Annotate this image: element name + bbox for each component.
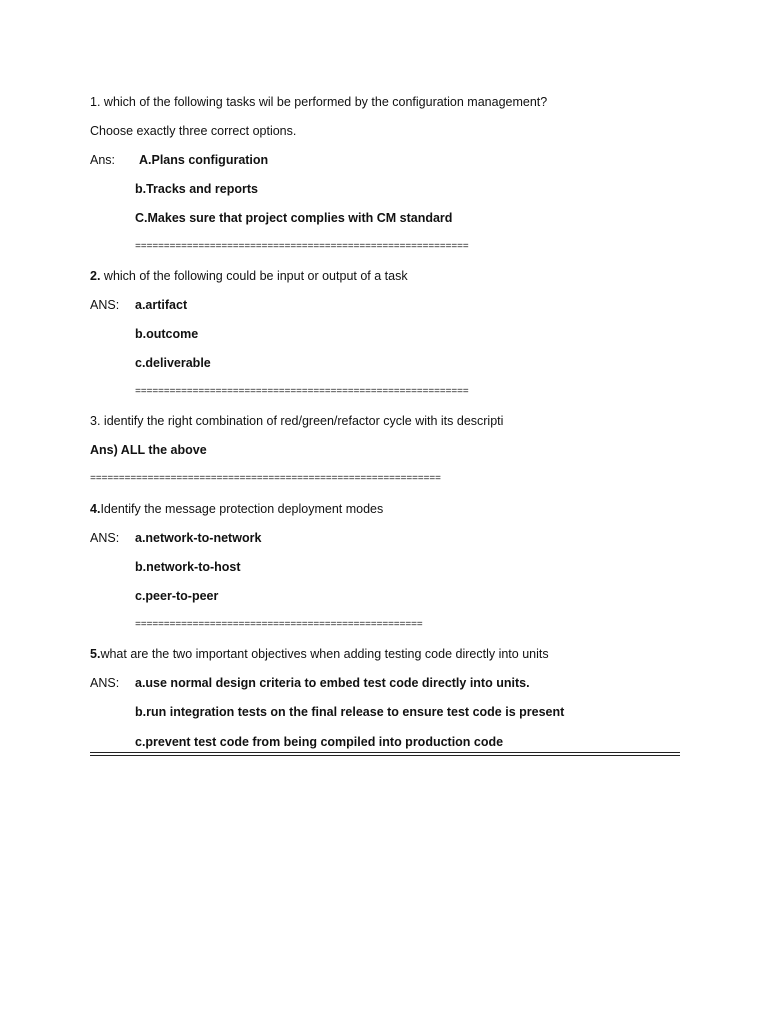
q1-option-a: A.Plans configuration [139,153,269,167]
q1-ans-label: Ans: [90,153,116,167]
q5-option-a: a.use normal design criteria to embed test code directly into units. [135,676,530,690]
q5-option-b: b.run integration tests on the final release to ensure test code is present [135,705,565,719]
q2-ans-label: ANS: [90,298,120,312]
bottom-rule-bottom [90,755,680,756]
q1-question-line [90,94,547,110]
q1-option-b: b.Tracks and reports [135,182,258,196]
q3-number: 3. [90,414,101,428]
q4-number: 4. [90,502,101,516]
q1-separator: ========================================================== [135,242,469,253]
q4-option-b: b.network-to-host [135,560,241,574]
q1-number: 1. [90,95,101,109]
q5-ans-label: ANS: [90,676,120,690]
q1-question: which of the following tasks wil be performed by the configuration management? [103,95,548,109]
q2-option-c: c.deliverable [135,356,211,370]
q1-option-c: C.Makes sure that project complies with CM standard [135,211,453,225]
q1-instruction: Choose exactly three correct options. [90,124,297,138]
q2-question: which of the following could be input or output of a task [103,269,408,283]
q3-question: identify the right combination of red/green/refactor cycle with its descripti [103,414,504,428]
q5-option-c: c.prevent test code from being compiled into production code [135,735,504,749]
q2-option-b: b.outcome [135,327,199,341]
q3-question-line [90,413,503,429]
q5-number: 5. [90,647,101,661]
q3-answer: Ans) ALL the above [90,443,207,457]
q2-number: 2. [90,269,101,283]
q4-question-line [90,501,383,517]
q2-separator: ========================================================== [135,387,469,398]
q2-question-line [90,268,408,284]
bottom-rule-top [90,752,680,753]
q5-question: what are the two important objectives when adding testing code directly into units [100,647,549,661]
q4-option-c: c.peer-to-peer [135,589,219,603]
q3-separator: ============================================================= [90,474,441,485]
q2-option-a: a.artifact [135,298,188,312]
q4-option-a: a.network-to-network [135,531,262,545]
q4-separator: ================================================== [135,620,423,631]
q4-question: Identify the message protection deployment modes [100,502,384,516]
q4-ans-label: ANS: [90,531,120,545]
q5-question-line [90,646,549,662]
